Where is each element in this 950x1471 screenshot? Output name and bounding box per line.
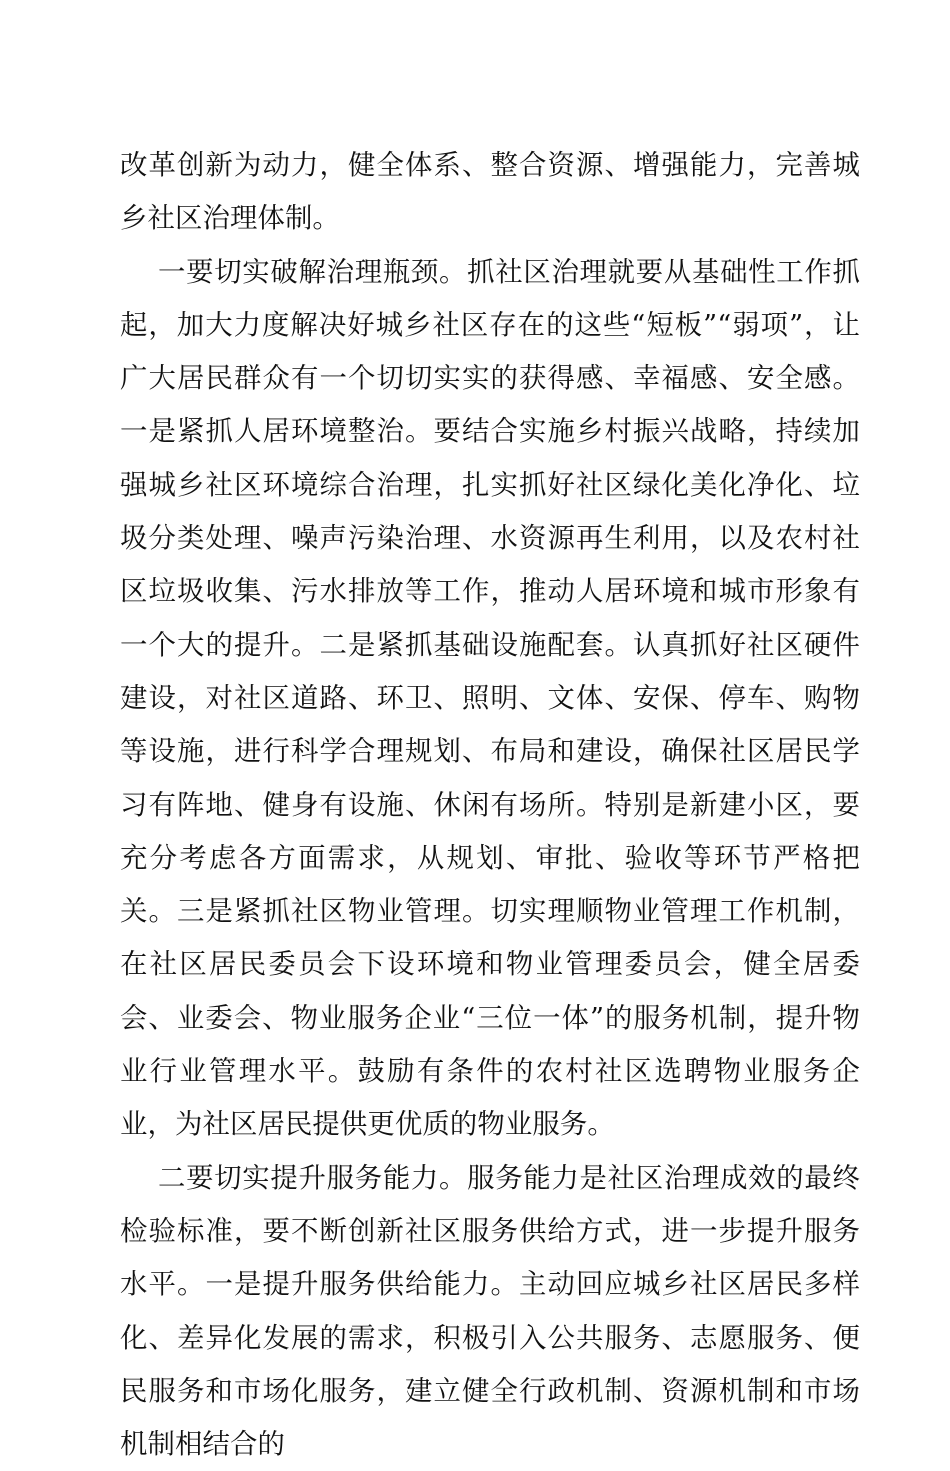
- paragraph-governance-bottleneck: 一要切实破解治理瓶颈。抓社区治理就要从基础性工作抓起，加大力度解决好城乡社区存在的这些“短板”“弱项”，让广大居民群众有一个切切实实的获得感、幸福感、安全感。一是紧抓人居环境整治。要结合实施乡村振兴战略，持续加强城乡社区环境综合治理，扎实抓好社区绿化美化净化、垃圾分类处理、噪声污染治理、水资源再生利用，以及农村社区垃圾收集、污水排放等工作，推动人居环境和城市形象有一个大的提升。二是紧抓基础设施配套。认真抓好社区硬件建设，对社区道路、环卫、照明、文体、安保、停车、购物等设施，进行科学合理规划、布局和建设，确保社区居民学习有阵地、健身有设施、休闲有场所。特别是新建小区，要充分考虑各方面需求，从规划、审批、验收等环节严格把关。三是紧抓社区物业管理。切实理顺物业管理工作机制，在社区居民委员会下设环境和物业管理委员会，健全居委会、业委会、物业服务企业“三位一体”的服务机制，提升物业行业管理水平。鼓励有条件的农村社区选聘物业服务企业，为社区居民提供更优质的物业服务。: [120, 256, 860, 1141]
- document-body: [120, 139, 860, 1471]
- paragraph-service-capacity: 二要切实提升服务能力。服务能力是社区治理成效的最终检验标准，要不断创新社区服务供给方式，进一步提升服务水平。一是提升服务供给能力。主动回应城乡社区居民多样化、差异化发展的需求，积极引入公共服务、志愿服务、便民服务和市场化服务，建立健全行政机制、资源机制和市场机制相结合的: [120, 1162, 860, 1461]
- paragraph-continuation: 改革创新为动力，健全体系、整合资源、增强能力，完善城乡社区治理体制。: [120, 150, 860, 235]
